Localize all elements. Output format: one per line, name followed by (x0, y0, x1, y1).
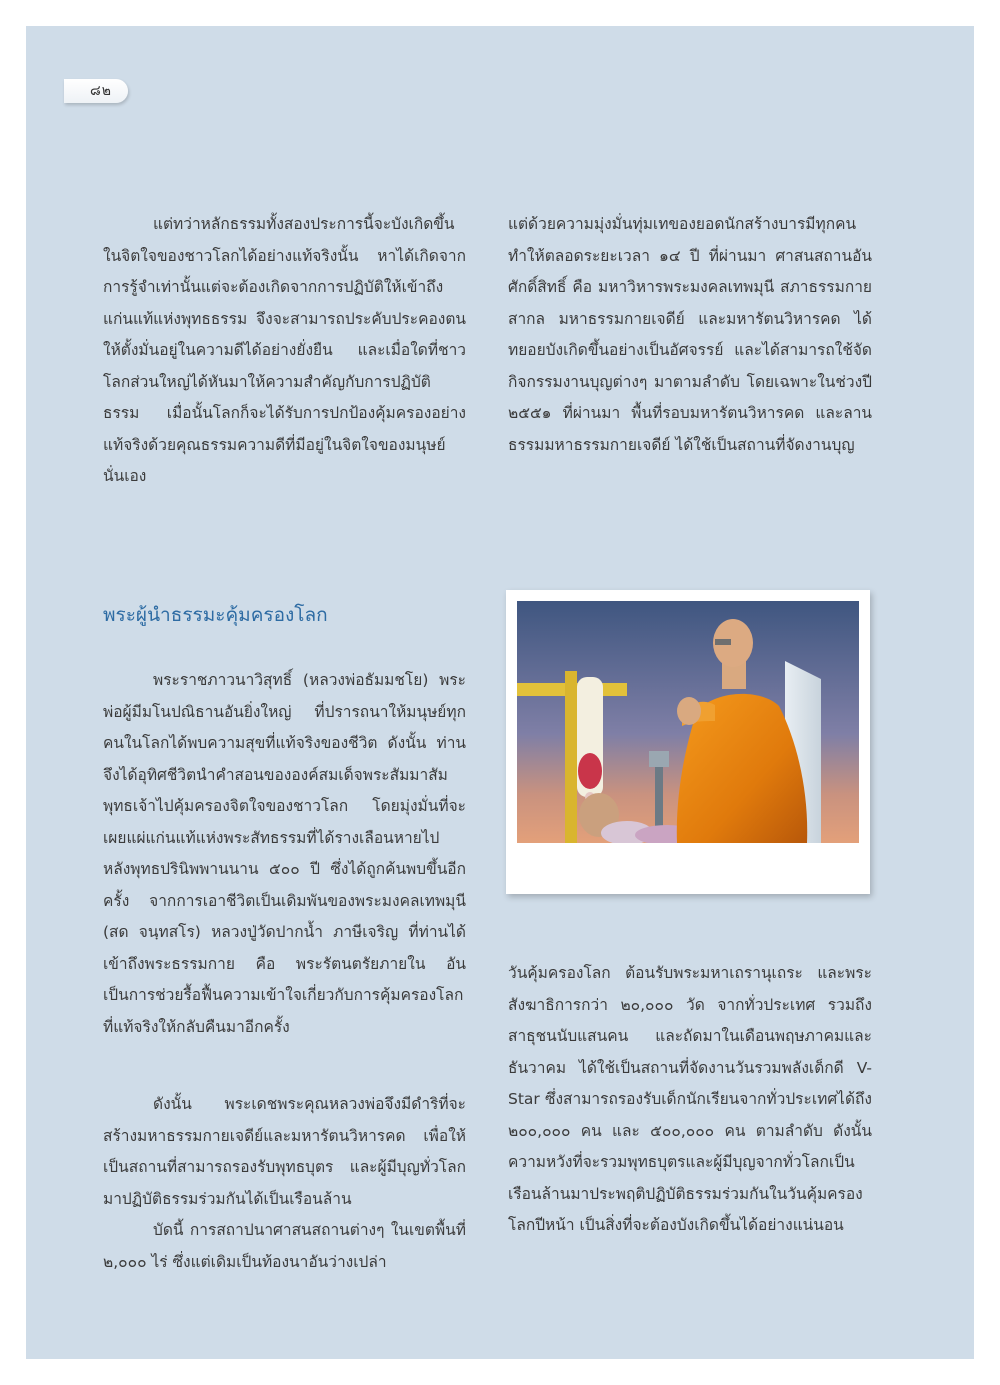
intro-paragraph-right: แต่ด้วยความมุ่งมั่นทุ่มเทของยอดนักสร้างบารมีทุกคน ทำให้ตลอดระยะเวลา ๑๔ ปี ที่ผ่านมา ศาสนสถานอันศักดิ์สิทธิ์ คือ มหาวิหารพระมงคลเทพมุนี สภาธรรมกายสากล มหาธรรมกายเจดีย์ และมหารัตนวิหารคด ได้ทยอยบังเกิดขึ้นอย่างเป็นอัศจรรย์ และได้สามารถใช้จัดกิจกรรมงานบุญต่างๆ มาตามลำดับ โดยเฉพาะในช่วงปี ๒๕๕๑ ที่ผ่านมา พื้นที่รอบมหารัตนวิหารคด และลานธรรมมหาธรรมกายเจดีย์ ได้ใช้เป็นสถานที่จัดงานบุญ (508, 215, 872, 454)
section-paragraph-1: พระราชภาวนาวิสุทธิ์ (หลวงพ่อธัมมชโย) พระพ่อผู้มีมโนปณิธานอันยิ่งใหญ่ ที่ปรารถนาให้มนุษย์ทุกคนในโลกได้พบความสุขที่แท้จริงของชีวิต ดังนั้น ท่านจึงได้อุทิศชีวิตนำคำสอนขององค์สมเด็จพระสัมมาสัมพุทธเจ้าไปคุ้มครองจิตใจของชาวโลก โดยมุ่งมั่นที่จะเผยแผ่แก่นแท้แห่งพระสัทธรรมที่ได้รางเลือนหายไปหลังพุทธปรินิพพานนาน ๕๐๐ ปี ซึ่งได้ถูกค้นพบขึ้นอีกครั้ง จากการเอาชีวิตเป็นเดิมพันของพระมงคลเทพมุนี (สด จนฺทสโร) หลวงปู่วัดปากน้ำ ภาษีเจริญ ที่ท่านได้เข้าถึงพระธรรมกาย คือ พระรัตนตรัยภายใน อันเป็นการช่วยรื้อฟื้นความเข้าใจเกี่ยวกับการคุ้มครองโลกที่แท้จริงให้กลับคืนมาอีกครั้ง (103, 671, 466, 1036)
monk-ceremony-photo (517, 601, 859, 843)
section-paragraph-3: บัดนี้ การสถาปนาศาสนสถานต่างๆ ในเขตพื้นที่ ๒,๐๐๐ ไร่ ซึ่งแต่เดิมเป็นท้องนาอันว่างเปล่า (103, 1221, 466, 1271)
section-heading: พระผู้นำธรรมะคุ้มครองโลก (103, 604, 328, 626)
page-number: ๘๒ (90, 83, 113, 99)
section-paragraph-2: ดังนั้น พระเดชพระคุณหลวงพ่อจึงมีดำริที่จะสร้างมหาธรรมกายเจดีย์และมหารัตนวิหารคด เพื่อให้เป็นสถานที่สามารถรองรับพุทธบุตร และผู้มีบุญทั่วโลกมาปฏิบัติธรรมร่วมกันได้เป็นเรือนล้าน (103, 1095, 466, 1208)
photo-frame (506, 590, 870, 894)
intro-paragraph-left: แต่ทว่าหลักธรรมทั้งสองประการนี้จะบังเกิดขึ้นในจิตใจของชาวโลกได้อย่างแท้จริงนั้น หาได้เกิดจากการรู้จำเท่านั้นแต่จะต้องเกิดจากการปฏิบัติให้เข้าถึงแก่นแท้แห่งพุทธธรรม จึงจะสามารถประคับประคองตนให้ตั้งมั่นอยู่ในความดีได้อย่างยั่งยืน และเมื่อใดที่ชาวโลกส่วนใหญ่ได้หันมาให้ความสำคัญกับการปฏิบัติธรรม เมื่อนั้นโลกก็จะได้รับการปกป้องคุ้มครองอย่างแท้จริงด้วยคุณธรรมความดีที่มีอยู่ในจิตใจของมนุษย์นั่นเอง (103, 215, 466, 485)
section-paragraph-right: วันคุ้มครองโลก ต้อนรับพระมหาเถรานุเถระ และพระสังฆาธิการกว่า ๒๐,๐๐๐ วัด จากทั่วประเทศ รวมถึงสาธุชนนับแสนคน และถัดมาในเดือนพฤษภาคมและธันวาคม ได้ใช้เป็นสถานที่จัดงานวันรวมพลังเด็กดี V-Star ซึ่งสามารถรองรับเด็กนักเรียนจากทั่วประเทศได้ถึง ๒๐๐,๐๐๐ คน และ ๕๐๐,๐๐๐ คน ตามลำดับ ดังนั้น ความหวังที่จะรวมพุทธบุตรและผู้มีบุญจากทั่วโลกเป็นเรือนล้านมาประพฤติปฏิบัติธรรมร่วมกันในวันคุ้มครองโลกปีหน้า เป็นสิ่งที่จะต้องบังเกิดขึ้นได้อย่างแน่นอน (508, 964, 872, 1234)
